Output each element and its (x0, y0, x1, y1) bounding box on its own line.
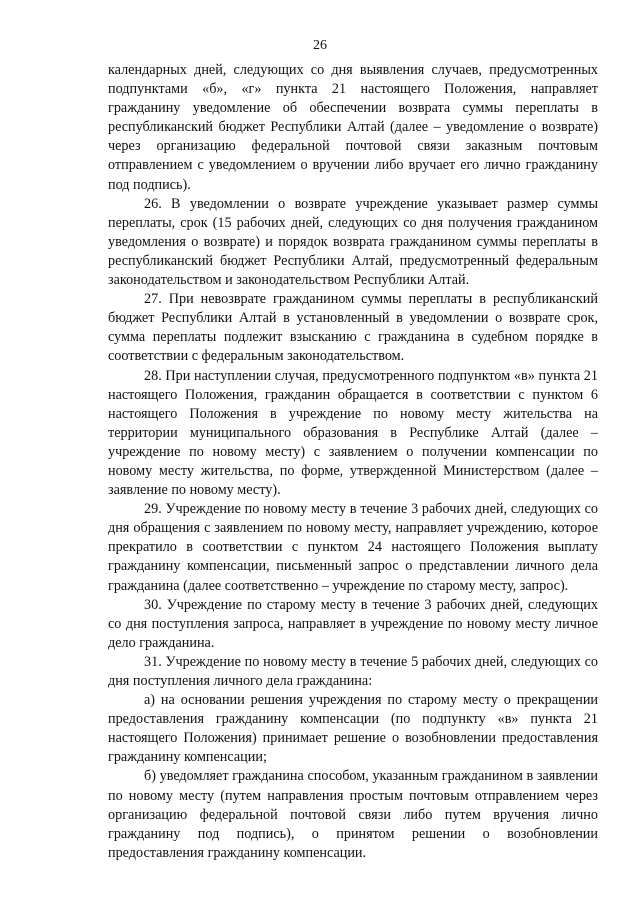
paragraph-29: 29. Учреждение по новому месту в течение 3 рабочих дней, следующих со дня обращения с заявлением по новому месту, направляет учреждению, которое прекратило в соответствии с пунктом 24 настоящего Положения выплату гражданину компенсации, письменный запрос о представлении личного дела гражданина (далее соответственно – учреждение по старому месту, запрос). (108, 501, 598, 594)
paragraph-31-a: а) на основании решения учреждения по старому месту о прекращении предоставления гражданину компенсации (по подпункту «в» пункта 21 настоящего Положения) принимает решение о возобновлении предоставления гражданину компенсации; (108, 692, 598, 766)
paragraph-26: 26. В уведомлении о возврате учреждение указывает размер суммы переплаты, срок (15 рабочих дней, следующих со дня получения гражданином уведомления о возврате) и порядок возврата гражданином суммы переплаты в республиканский бюджет Республики Алтай, предусмотренный федеральным законодательством и законодательством Республики Алтай. (108, 195, 598, 289)
paragraph-28: 28. При наступлении случая, предусмотренного подпунктом «в» пункта 21 настоящего Положения, гражданин обращается в соответствии с пунктом 6 настоящего Положения в учреждение по новому месту жительства на территории муниципального образования в Республике Алтай (далее – учреждение по новому месту) с заявлением о получении компенсации по новому месту жительства, по форме, утвержденной Министерством (далее – заявление по новому месту). (108, 367, 598, 499)
paragraph-continuation: календарных дней, следующих со дня выявления случаев, предусмотренных подпунктами «б», «г» пункта 21 настоящего Положения, направляет гражданину уведомление об обеспечении возврата суммы переплаты в республиканский бюджет Республики Алтай (далее – уведомление о возврате) через организацию федеральной почтовой связи заказным почтовым отправлением с уведомлением о вручении либо вручает его лично гражданину под подпись). (108, 62, 598, 193)
page-number: 26 (313, 38, 327, 53)
paragraph-30: 30. Учреждение по старому месту в течение 3 рабочих дней, следующих со дня поступления запроса, направляет в учреждение по новому месту личное дело гражданина. (108, 596, 598, 651)
paragraph-31-b: б) уведомляет гражданина способом, указанным гражданином в заявлении по новому месту (путем направления простым почтовым отправлением через организацию федеральной почтовой связи либо путем вручения лично гражданину под подпись), о принятом решении о возобновлении предоставления гражданину компенсации. (108, 768, 598, 861)
paragraph-27: 27. При невозврате гражданином суммы переплаты в республиканский бюджет Республики Алтай в установленный в уведомлении о возврате срок, сумма переплаты подлежит взысканию с гражданина в судебном порядке в соответствии с федеральным законодательством. (108, 291, 598, 365)
paragraph-31: 31. Учреждение по новому месту в течение 5 рабочих дней, следующих со дня поступления личного дела гражданина: (108, 653, 598, 689)
document-body (108, 61, 598, 863)
